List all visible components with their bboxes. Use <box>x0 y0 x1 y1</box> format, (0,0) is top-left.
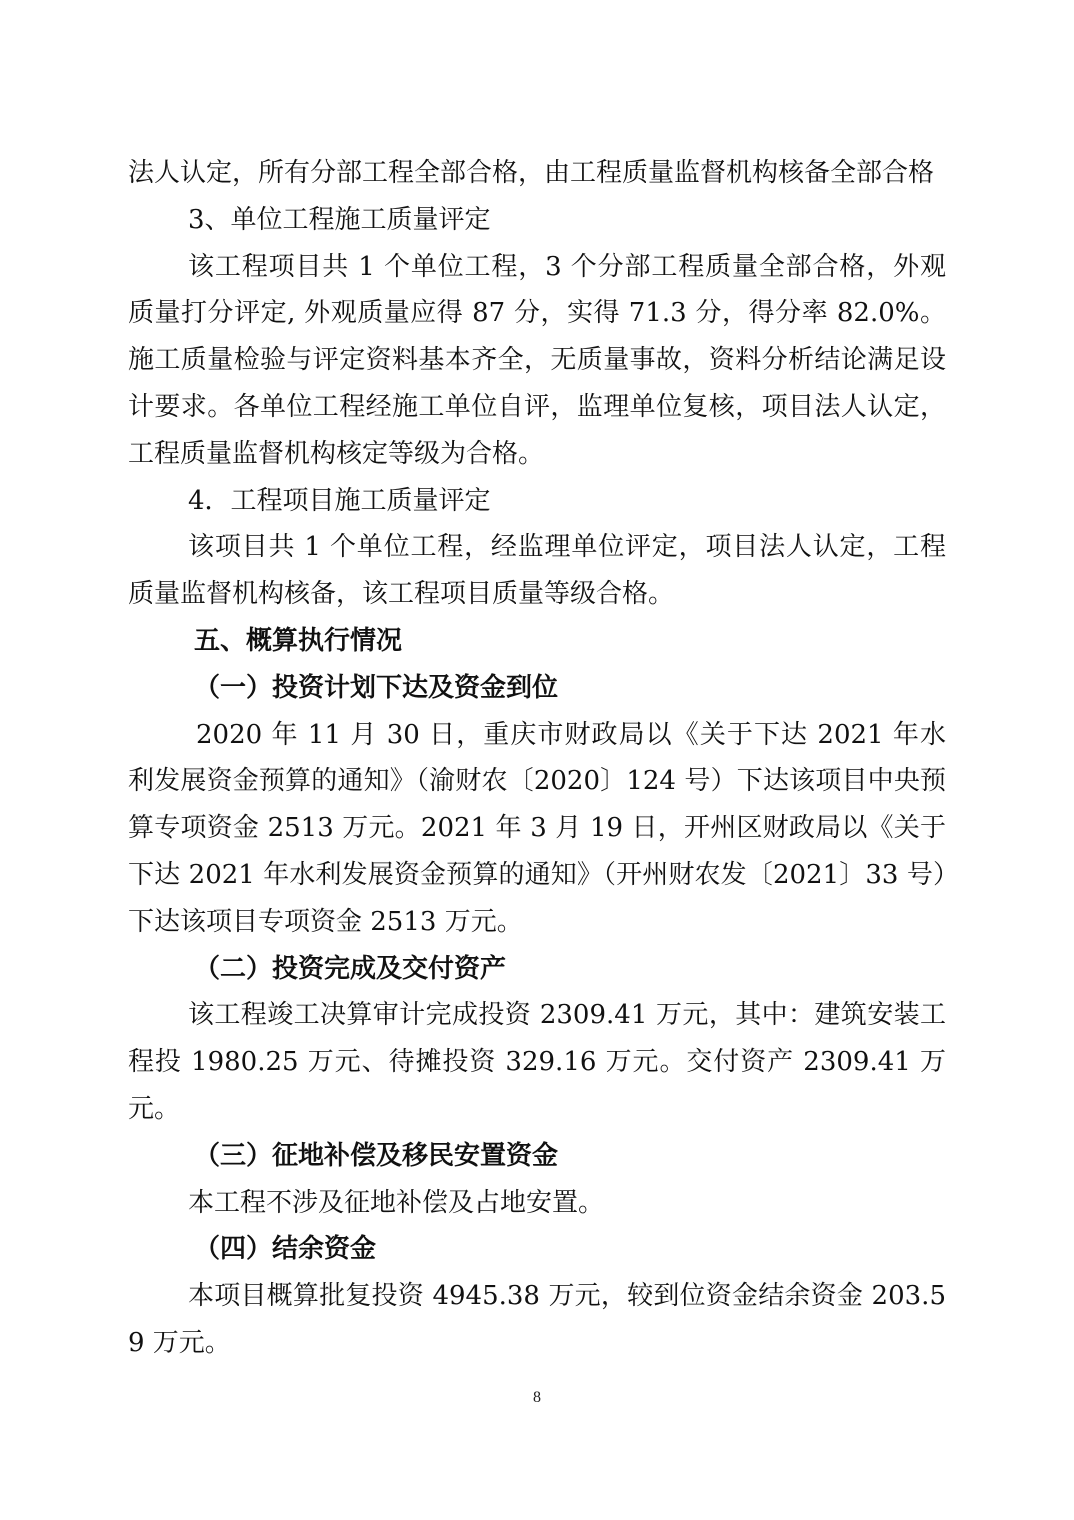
paragraph-funding: 2020 年 11 月 30 日，重庆市财政局以《关于下达 2021 年水利发展资金预算的通知》（渝财农〔2020〕124 号）下达该项目中央预算专项资金 2513 万元。2021 年 3 月 19 日，开州区财政局以《关于下达 2021 年水利发展资金预算的通知》（开州财农发〔2021〕33 号）下达该项目专项资金 2513 万元。 <box>128 719 946 937</box>
section-heading-funding: （一）投资计划下达及资金到位 <box>194 672 559 703</box>
section-heading-investment: （二）投资完成及交付资产 <box>194 953 507 984</box>
section-heading-budget: 五、概算执行情况 <box>194 625 403 656</box>
subheading-unit-quality: 3、单位工程施工质量评定 <box>188 204 491 235</box>
paragraph-land: 本工程不涉及征地补偿及占地安置。 <box>188 1187 605 1218</box>
page-number: 8 <box>533 1389 541 1406</box>
subheading-project-quality: 4．工程项目施工质量评定 <box>188 485 491 516</box>
document-body <box>128 150 946 1367</box>
section-heading-balance: （四）结余资金 <box>194 1234 377 1265</box>
paragraph-project-quality: 该项目共 1 个单位工程，经监理单位评定，项目法人认定，工程质量监督机构核备，该工程项目质量等级合格。 <box>128 532 946 610</box>
section-heading-land: （三）征地补偿及移民安置资金 <box>194 1140 559 1171</box>
paragraph-investment: 该工程竣工决算审计完成投资 2309.41 万元，其中：建筑安装工程投 1980.25 万元、待摊投资 329.16 万元。交付资产 2309.41 万元。 <box>128 1000 946 1124</box>
paragraph-continuation: 法人认定，所有分部工程全部合格，由工程质量监督机构核备全部合格 <box>128 158 935 188</box>
paragraph-balance: 本项目概算批复投资 4945.38 万元，较到位资金结余资金 203.59 万元。 <box>128 1281 946 1358</box>
paragraph-unit-quality: 该工程项目共 1 个单位工程，3 个分部工程质量全部合格，外观质量打分评定, 外观质量应得 87 分，实得 71.3 分，得分率 82.0%。施工质量检验与评定资料基本齐全，无质量事故，资料分析结论满足设计要求。各单位工程经施工单位自评，监理单位复核，项目法人认定，工程质量监督机构核定等级为合格。 <box>128 251 946 469</box>
